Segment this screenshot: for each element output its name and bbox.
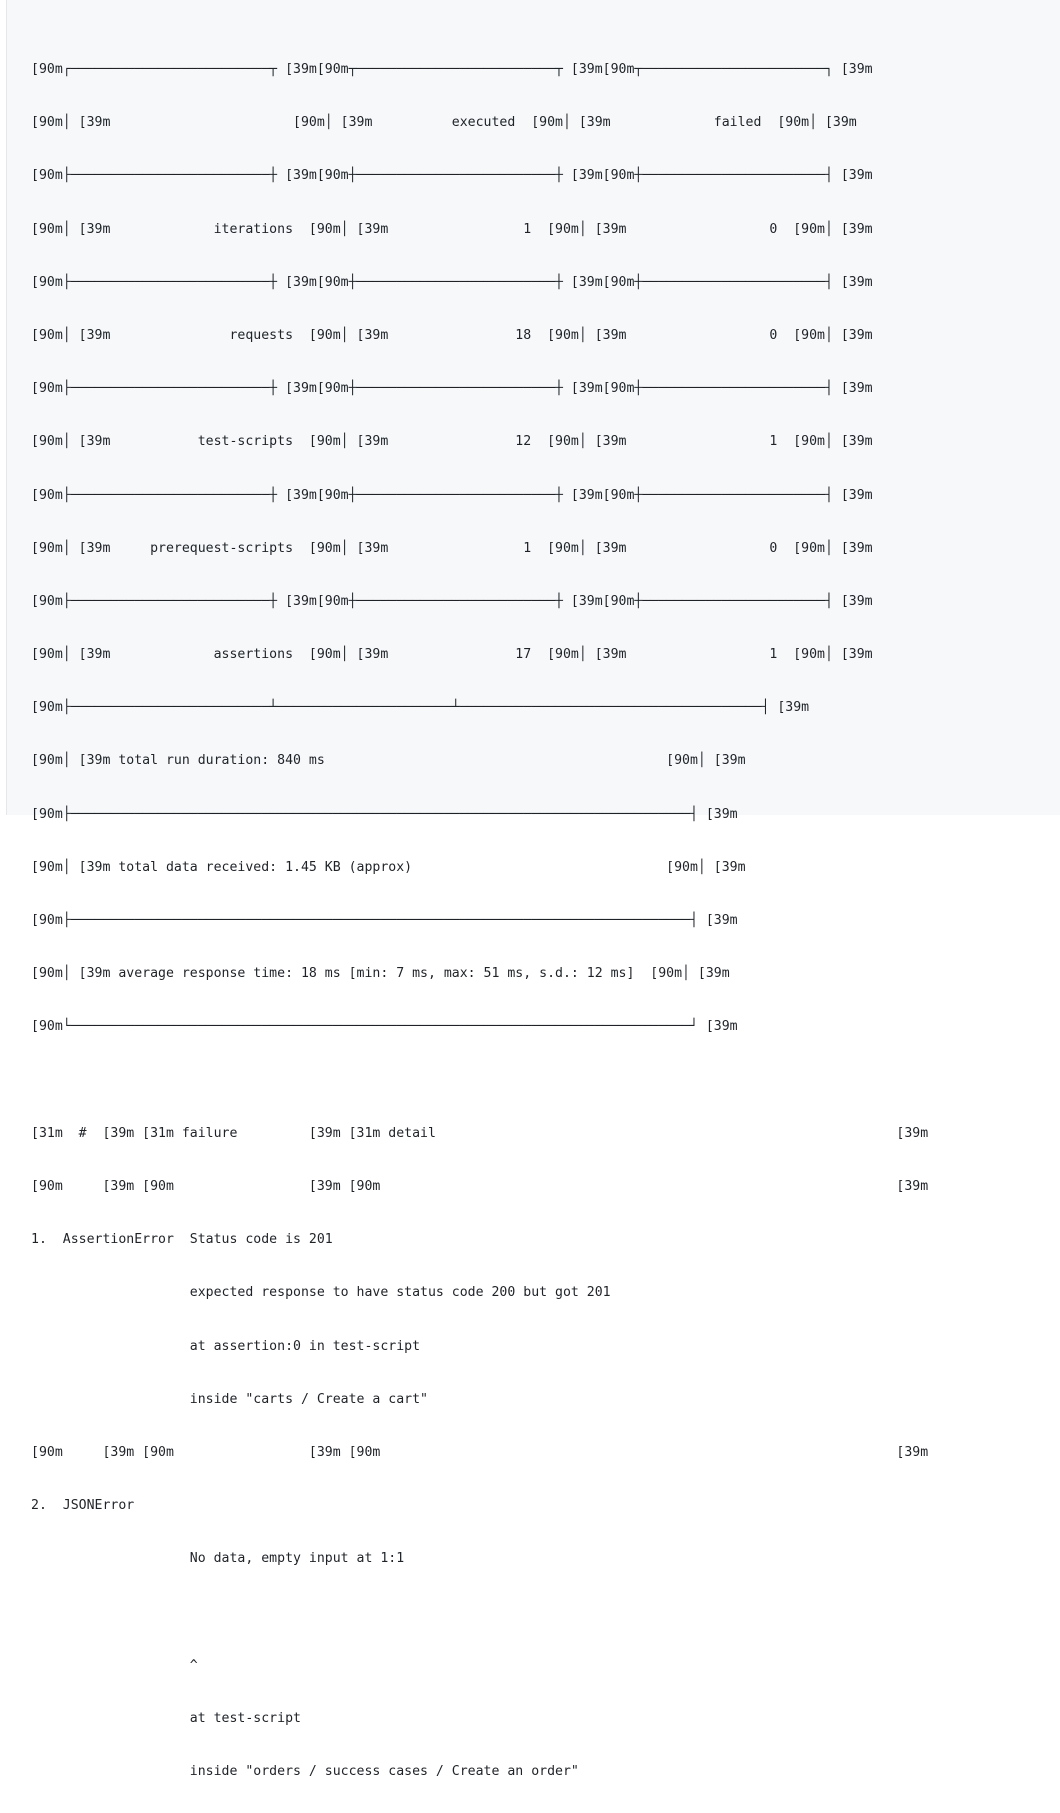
summary-row-total-run-duration: [90m│ [39m total run duration: 840 ms [90m│ [39m xyxy=(31,753,746,769)
summary-row-requests: [90m│ [39m requests [90m│ [39m 18 [90m│ [39m 0 [90m│ [39m xyxy=(31,327,873,343)
summary-table-divider: [90m├─────────────────────────┼ [39m[90m┼─────────────────────────┼ [39m[90m┼───────────────────────┤ [39m xyxy=(31,381,873,397)
failure-2-location: at test-script xyxy=(31,1710,301,1726)
summary-row-test-scripts: [90m│ [39m test-scripts [90m│ [39m 12 [90m│ [39m 1 [90m│ [39m xyxy=(31,434,873,450)
summary-table-divider: [90m├─────────────────────────┼ [39m[90m┼─────────────────────────┼ [39m[90m┼───────────────────────┤ [39m xyxy=(31,274,873,290)
failures-separator: [90m [39m [90m [39m [90m [39m xyxy=(31,1444,929,1460)
summary-row-prerequest-scripts: [90m│ [39m prerequest-scripts [90m│ [39m 1 [90m│ [39m 0 [90m│ [39m xyxy=(31,540,873,556)
failure-2-detail: No data, empty input at 1:1 xyxy=(31,1551,405,1567)
summary-table-divider: [90m├──────────────────────────────────────────────────────────────────────────────┤ [39m xyxy=(31,913,738,928)
summary-table-divider: [90m├─────────────────────────┼ [39m[90m┼─────────────────────────┼ [39m[90m┼───────────────────────┤ [39m xyxy=(31,168,873,184)
summary-table-divider: [90m├──────────────────────────────────────────────────────────────────────────────┤ [39m xyxy=(31,806,738,822)
failures-table-header: [31m # [39m [31m failure [39m [31m detail [39m xyxy=(31,1125,929,1141)
summary-table-divider: [90m├─────────────────────────┼ [39m[90m┼─────────────────────────┼ [39m[90m┼───────────────────────┤ [39m xyxy=(31,593,873,609)
failure-2-context: inside "orders / success cases / Create an order" xyxy=(31,1764,579,1779)
failure-2-caret: ^ xyxy=(31,1657,198,1673)
failures-table-header-rule: [90m [39m [90m [39m [90m [39m xyxy=(31,1178,929,1194)
summary-table-bottom-border: [90m└──────────────────────────────────────────────────────────────────────────────┘ [39m xyxy=(31,1019,738,1035)
summary-row-assertions: [90m│ [39m assertions [90m│ [39m 17 [90m│ [39m 1 [90m│ [39m xyxy=(31,647,873,663)
failure-1-location: at assertion:0 in test-script xyxy=(31,1338,421,1354)
failure-1-context: inside "carts / Create a cart" xyxy=(31,1391,428,1407)
summary-row-average-response-time: [90m│ [39m average response time: 18 ms [min: 7 ms, max: 51 ms, s.d.: 12 ms] [90m│ [39m xyxy=(31,966,730,982)
summary-table-divider: [90m├─────────────────────────┴──────────────────────┴──────────────────────────────────────┤ [39m xyxy=(31,700,810,716)
summary-table-divider: [90m├─────────────────────────┼ [39m[90m┼─────────────────────────┼ [39m[90m┼───────────────────────┤ [39m xyxy=(31,487,873,503)
blank-line xyxy=(31,1600,928,1623)
terminal-text xyxy=(31,28,928,1813)
failure-1-title: 1. AssertionError Status code is 201 xyxy=(31,1232,333,1248)
summary-table-header-row: [90m│ [39m [90m│ [39m executed [90m│ [39m failed [90m│ [39m xyxy=(31,115,857,131)
failure-2-title: 2. JSONError xyxy=(31,1498,135,1514)
terminal-output-panel xyxy=(6,0,1060,1779)
summary-table-top-border: [90m┌─────────────────────────┬ [39m[90m┬─────────────────────────┬ [39m[90m┬───────────────────────┐ [39m xyxy=(31,62,873,77)
blank-line xyxy=(31,1069,928,1092)
failure-1-detail: expected response to have status code 200 but got 201 xyxy=(31,1285,611,1301)
summary-row-total-data-received: [90m│ [39m total data received: 1.45 KB (approx) [90m│ [39m xyxy=(31,859,746,875)
summary-row-iterations: [90m│ [39m iterations [90m│ [39m 1 [90m│ [39m 0 [90m│ [39m xyxy=(31,221,873,237)
